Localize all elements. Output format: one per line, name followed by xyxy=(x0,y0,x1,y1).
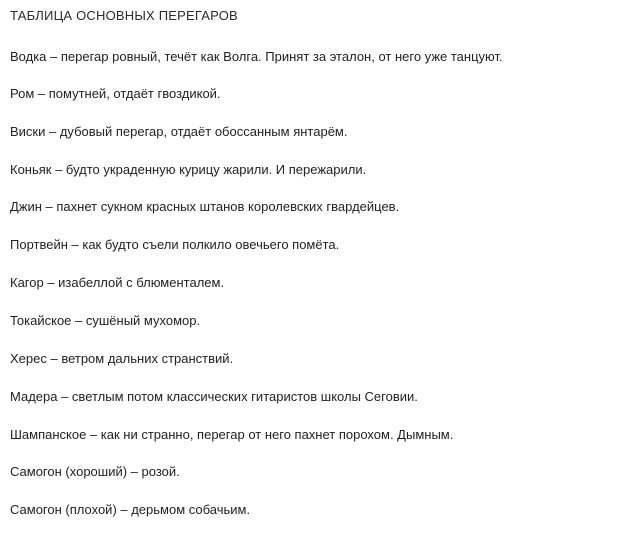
list-item-champagne: Шампанское – как ни странно, перегар от него пахнет порохом. Дымным. xyxy=(10,427,454,442)
document-title: ТАБЛИЦА ОСНОВНЫХ ПЕРЕГАРОВ xyxy=(10,8,238,23)
list-item-cahors: Кагор – изабеллой с блюменталем. xyxy=(10,275,225,290)
list-item-sherry: Херес – ветром дальних странствий. xyxy=(10,351,234,366)
list-item-samogon-good: Самогон (хороший) – розой. xyxy=(10,464,180,479)
list-item-cognac: Коньяк – будто украденную курицу жарили. И пережарили. xyxy=(10,162,367,177)
list-item-tokaji: Токайское – сушёный мухомор. xyxy=(10,313,201,328)
list-item-rum: Ром – помутней, отдаёт гвоздикой. xyxy=(10,86,221,101)
list-item-gin: Джин – пахнет сукном красных штанов королевских гвардейцев. xyxy=(10,199,400,214)
list-item-madeira: Мадера – светлым потом классических гитаристов школы Сеговии. xyxy=(10,389,418,404)
list-item-samogon-bad: Самогон (плохой) – дерьмом собачьим. xyxy=(10,502,251,517)
list-item-vodka: Водка – перегар ровный, течёт как Волга. Принят за эталон, от него уже танцуют. xyxy=(10,49,503,64)
list-item-whisky: Виски – дубовый перегар, отдаёт обосcанным янтарём. xyxy=(10,124,348,139)
list-item-port: Портвейн – как будто съели полкило овечьего помёта. xyxy=(10,237,340,252)
